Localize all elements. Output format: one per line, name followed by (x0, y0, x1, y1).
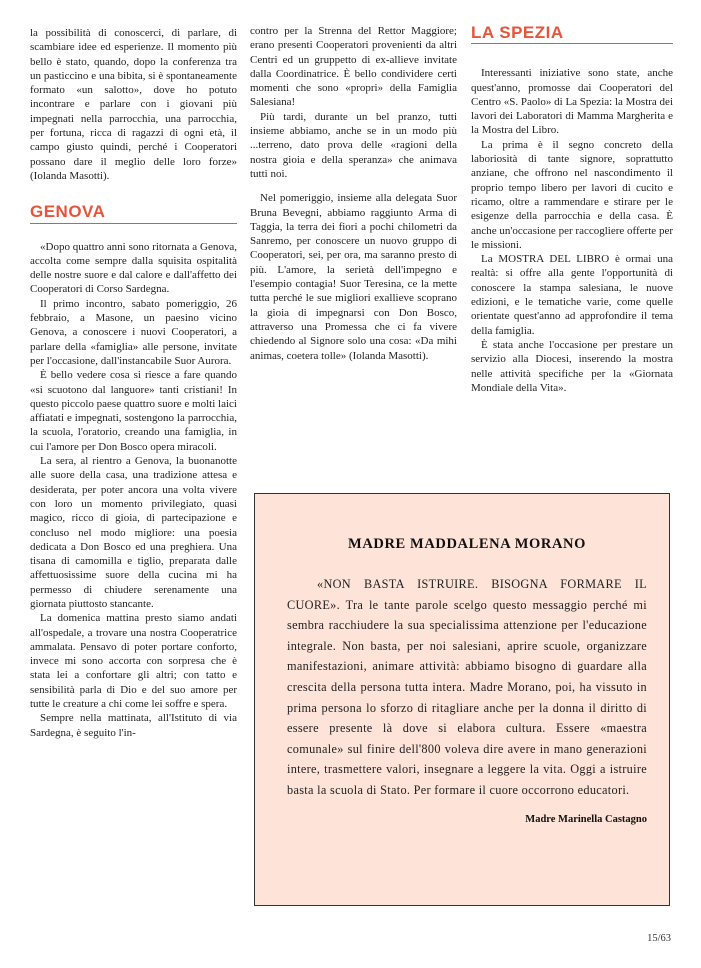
column-left (30, 26, 237, 740)
genova-paragraph: È bello vedere cosa si riesce a fare quando «si scuotono dal languore» tanti cristiani! In questo piccolo paese quattro suore e molti laici affiatati e impegnati, sostengono la parrocchia, la scuola, l'oratorio, creando una famiglia, in cui l'amore per Don Bosco opera miracoli. (30, 369, 237, 453)
spezia-section-header (471, 23, 673, 44)
spezia-heading-rule (471, 43, 673, 44)
box-signature: Madre Marinella Castagno (525, 813, 647, 825)
spezia-heading: LA SPEZIA (471, 23, 564, 42)
genova-paragraph: La domenica mattina presto siamo andati all'ospedale, a trovare una nostra Cooperatrice ammalata. Pensavo di poter portare conforto, invece mi sono accorta con sorpresa che è stata lei a confortare gli altri; con tatto e sensibilità parla di Dio e del suo amore per tutte le creature a chi come lei soffre e spera. (30, 612, 237, 711)
column-right (471, 23, 673, 395)
genova-paragraph: Il primo incontro, sabato pomeriggio, 26 febbraio, a Masone, un paesino vicino Genova, a conoscere i nuovi Cooperatori, a parlare della «famiglia» alle persone, invitate per l'occasione, dall'instancabile Suor Aurora. (30, 297, 237, 367)
middle-paragraph: contro per la Strenna del Rettor Maggiore; erano presenti Cooperatori provenienti da altri Centri ed un gruppetto di ex-allieve invitate dalla Coordinatrice. È bello condividere certi momenti che sono «propri» della Famiglia Salesiana! (250, 25, 457, 109)
genova-heading-rule (30, 223, 237, 224)
genova-section-header (30, 202, 237, 223)
spezia-paragraph: La prima è il segno concreto della laboriosità di tante signore, soprattutto anziane, che offrono nel nascondimento il proprio tempo libero per lavori di cucito e ricamo, oltre a rammendare e stirare per le esigenze della parrocchia e della casa. È anche un'occasione per raccogliere offerte per le missioni. (471, 138, 673, 251)
page-number: 15/63 (647, 933, 671, 944)
genova-paragraph: «Dopo quattro anni sono ritornata a Genova, accolta come sempre dalla squisita ospitalità delle nostre suore e dal calore e dall'affetto dei Cooperatori di Corso Sardegna. (30, 240, 237, 296)
spezia-paragraph: È stata anche l'occasione per prestare un servizio alla Diocesi, inserendo la mostra nelle attività specifiche per la «Giornata Mondiale della Vita». (471, 338, 673, 394)
genova-paragraph: La sera, al rientro a Genova, la buonanotte alle suore della casa, una tradizione attesa e desiderata, per poter ancora una volta vivere con loro un momento privilegiato, quasi magico, ricco di gioia, di partecipazione e concluso nel modo migliore: una poesia dedicata a Don Bosco ed una preghiera. Una tisana di camomilla e tiglio, preparata dalle affettuosissime suore della cucina mi ha permesso di chiudere serenamente una giornata piuttosto stancante. (30, 455, 237, 610)
genova-heading: GENOVA (30, 202, 106, 222)
spezia-paragraph: Interessanti iniziative sono state, anche quest'anno, promosse dai Cooperatori del Centro «S. Paolo» di La Spezia: la Mostra dei lavori dei Laboratori di Mamma Margherita e la Mostra del Libro. (471, 67, 673, 137)
morano-quote-box (254, 493, 670, 906)
genova-paragraph: Sempre nella mattinata, all'Istituto di via Sardegna, è seguito l'in- (30, 712, 237, 739)
intro-paragraph: la possibilità di conoscerci, di parlare, di scambiare idee ed esperienze. Il momento più bello è stato, quando, dopo la conferenza tra un pasticcino e una bibita, si è spontaneamente formato «un salotto», dove ho potuto incontrare e parlare con i giovani più impegnati nella parrocchia, una parrocchia, per fortuna, ricca di ragazzi di ogni età, il campo giusto quindi, perché i Cooperatori possano dare il meglio delle loro forze» (Iolanda Masotti). (30, 27, 237, 182)
box-title: MADRE MADDALENA MORANO (348, 536, 586, 552)
column-middle (250, 24, 457, 363)
middle-paragraph: Nel pomeriggio, insieme alla delegata Suor Bruna Bevegni, abbiamo raggiunto Arma di Taggia, la terra dei fiori a pochi chilometri da Sanremo, per conoscere un nuovo gruppo di Cooperatori, sei, per ora, ma saranno presto di più. L'amore, la serietà dell'impegno e l'esempio contagia! Suor Teresina, ce la mette tutta perché le sue migliori exallieve scoprano la gioia di impegnarsi con Don Bosco, attraverso una Promessa che ci fa vivere chiedendo al Signore solo una cosa: «Da mihi animas, coetera tolle» (Iolanda Masotti). (250, 192, 457, 362)
spezia-paragraph: La MOSTRA DEL LIBRO è ormai una realtà: si offre alla gente l'opportunità di conoscere la stampa salesiana, le nuove edizioni, e le tematiche varie, come quelle orientate quest'anno ad approfondire il tema della famiglia. (471, 253, 673, 337)
box-body: «NON BASTA ISTRUIRE. BISOGNA FORMARE IL CUORE». Tra le tante parole scelgo questo messaggio perché mi sembra racchiudere la sua specialissima attenzione per l'educazione integrale. Non basta, per noi salesiani, aprire scuole, organizzare manifestazioni, animare attività: abbiamo bisogno di guardare alla crescita della persona tutta intera. Madre Morano, poi, ha vissuto in prima persona lo sforzo di ritagliare anche per la donna il diritto di essere presente là dove si elabora cultura. Essere «maestra comunale» sul finire dell'800 voleva dire avere in mano generazioni intere, trasmettere valori, insegnare a leggere la vita. Oggi a istruire basta la scuola di Stato. Per formare il cuore occorrono educatori. (287, 577, 647, 797)
middle-paragraph: Più tardi, durante un bel pranzo, tutti insieme abbiamo, anche se in un modo più ...terreno, dato prova delle «ragioni della nostra gioia e della speranza» che animava tutti noi. (250, 110, 457, 180)
